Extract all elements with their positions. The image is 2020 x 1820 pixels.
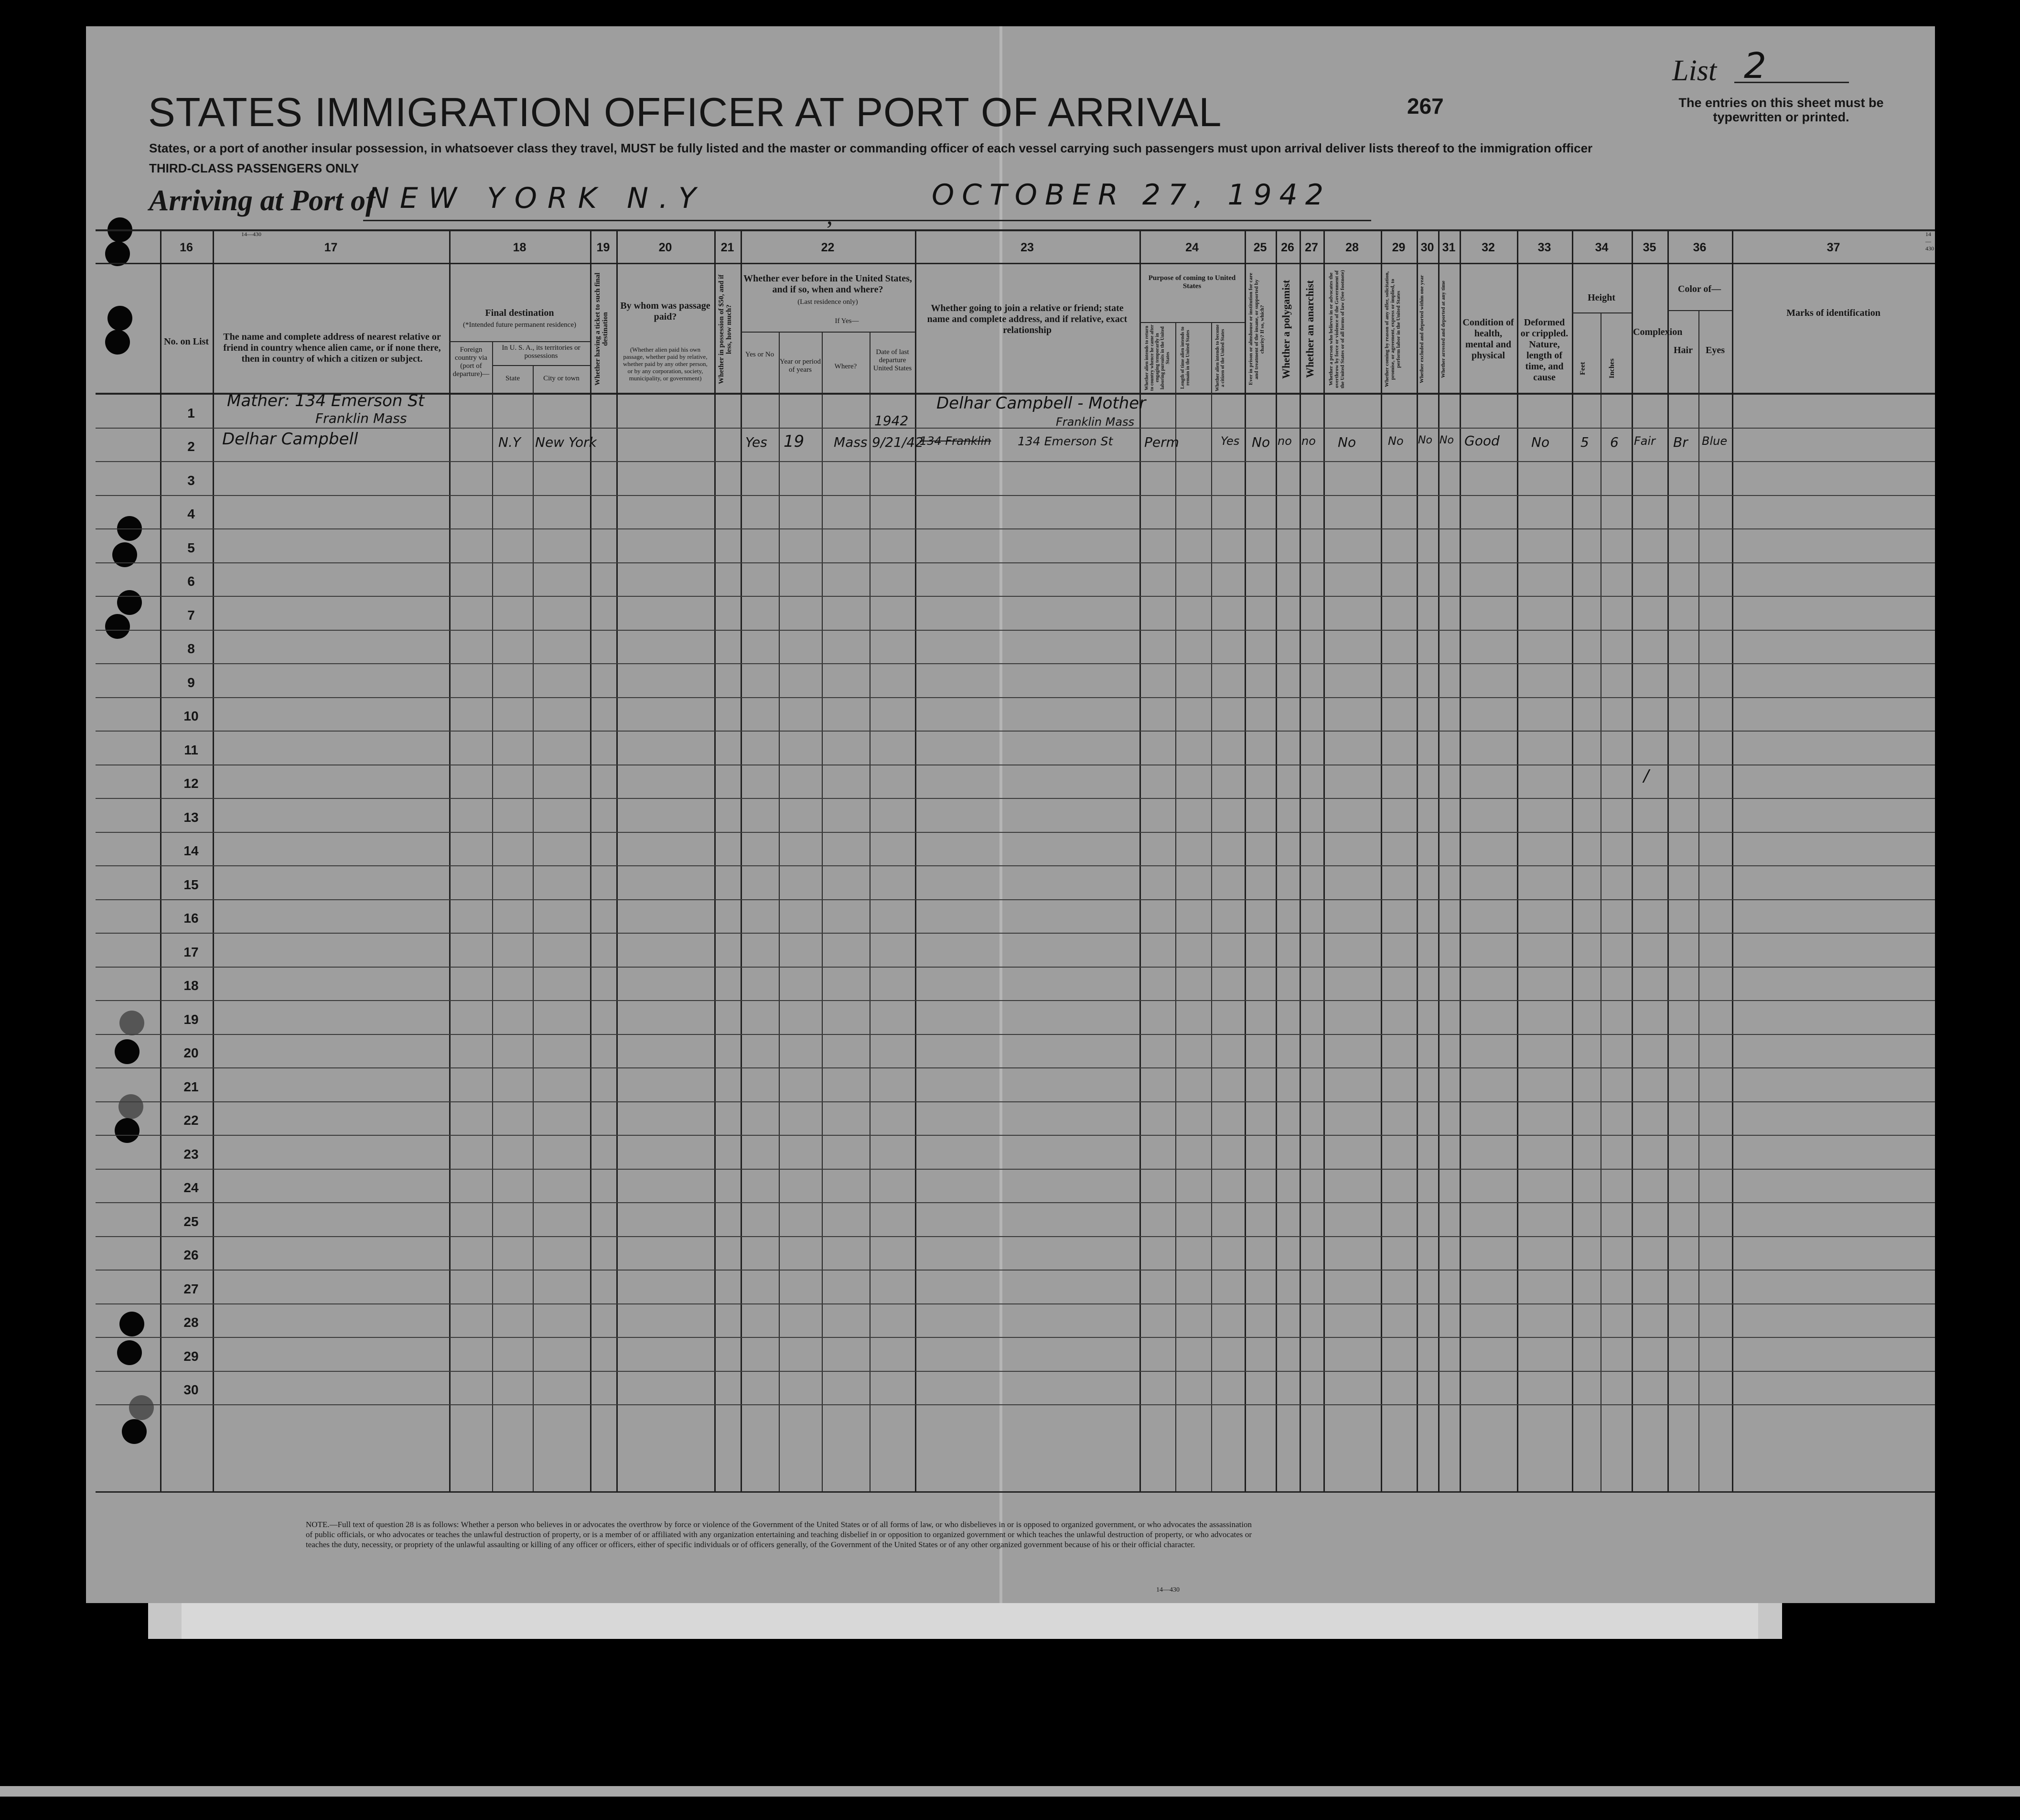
table-row-rule [96, 428, 1935, 429]
column-divider [1381, 231, 1382, 1491]
row-number: 10 [183, 709, 199, 723]
row-number: 2 [187, 439, 195, 454]
column-divider [533, 365, 534, 1491]
header-subrule [1667, 310, 1732, 311]
column-divider [1698, 310, 1699, 1491]
date-underline [870, 220, 1371, 221]
table-row-rule [96, 1169, 1935, 1170]
column-number: 35 [1643, 240, 1656, 254]
column-divider [1417, 231, 1418, 1491]
column-divider [1572, 231, 1573, 1491]
table-row-rule [96, 1404, 1935, 1405]
header-inches: Inches [1608, 358, 1616, 379]
table-row-rule [96, 1067, 1935, 1068]
header-state: State [505, 375, 520, 382]
arrival-port: NEW YORK N.Y [368, 182, 707, 215]
column-divider [160, 231, 161, 1491]
header-subrule [1572, 312, 1632, 313]
row-number: 22 [183, 1113, 199, 1128]
row-number: 17 [183, 945, 199, 959]
relative-name: Delhar Campbell [222, 430, 358, 449]
table-row-rule [96, 1270, 1935, 1271]
scan-edge-strip [0, 1786, 2020, 1797]
relative-address-line2: Franklin Mass [315, 410, 407, 426]
deformed-answer: No [1531, 434, 1550, 450]
column-number: 22 [821, 240, 835, 254]
column-number: 32 [1482, 240, 1495, 254]
column-divider [492, 341, 493, 1491]
header-final-destination: Final destination [485, 308, 554, 318]
column-number: 27 [1305, 240, 1318, 254]
column-number: 33 [1537, 240, 1551, 254]
row-number: 19 [183, 1012, 199, 1027]
column-number: 16 [180, 240, 193, 254]
column-divider [1460, 231, 1461, 1491]
table-row-rule [96, 832, 1935, 833]
header-fifty-dollars: Whether in possession of $50, and if less, how much? [718, 274, 733, 384]
anarchist-answer: no [1301, 434, 1316, 448]
period-years: 19 [784, 432, 805, 451]
header-passage-paid: By whom was passage paid? [620, 301, 710, 322]
table-row-rule [96, 731, 1935, 732]
row-number: 16 [183, 911, 199, 926]
column-number: 19 [596, 240, 610, 254]
table-row-rule [96, 1000, 1935, 1001]
header-where: Where? [834, 363, 857, 370]
row-number: 9 [187, 675, 195, 690]
purpose-permanent: Perm [1144, 434, 1179, 450]
join-relative-town: Franklin Mass [1056, 415, 1135, 429]
header-color: Color of— [1677, 284, 1721, 294]
header-purpose-return: Whether alien intends to return to country whence he came after engaging temporarily in laboring pursuits in the United States [1144, 324, 1171, 391]
header-subrule [492, 365, 590, 366]
row-number: 1 [187, 406, 195, 420]
column-number: 34 [1595, 240, 1609, 254]
top-form-code: 14—430 [241, 231, 261, 237]
table-row-rule [96, 1371, 1935, 1372]
table-row-rule [96, 461, 1935, 462]
list-underline [1734, 82, 1849, 83]
row-number: 27 [183, 1282, 199, 1296]
row-number: 21 [183, 1079, 199, 1094]
row-number: 12 [183, 776, 199, 791]
column-divider [822, 332, 823, 1491]
prison-answer: No [1252, 434, 1270, 450]
table-row-rule [96, 630, 1935, 631]
row-number: 25 [183, 1214, 199, 1229]
table-row-rule [96, 528, 1935, 529]
header-complexion: Complexion [1633, 327, 1683, 337]
header-passage-paid-note: (Whether alien paid his own passage, whether paid by relative, whether paid by any other person, or by any corporation, society, municipality, or government) [623, 346, 708, 382]
table-row-rule [96, 1236, 1935, 1237]
column-divider [1323, 231, 1325, 1491]
column-divider [1517, 231, 1518, 1491]
table-row-rule [96, 798, 1935, 799]
departure-year: 1942 [874, 413, 909, 429]
row-number: 18 [183, 978, 199, 993]
list-number: 2 [1744, 45, 1767, 86]
port-underline [363, 220, 927, 221]
column-divider [1300, 231, 1301, 1491]
height-feet: 5 [1580, 434, 1589, 450]
subtitle-class: THIRD-CLASS PASSENGERS ONLY [149, 161, 359, 175]
header-usa: In U. S. A., its territories or possessions [502, 344, 580, 360]
column-number: 25 [1253, 240, 1267, 254]
join-relative-address: 134 Emerson St [1018, 434, 1113, 448]
subtitle-instructions: States, or a port of another insular possession, in whatsoever class they travel, MUST be fully listed and the master or commanding officer of each vessel carrying such passengers must upon arrival deliver lists thereof to the immigration officer [149, 141, 1593, 155]
column-divider [1276, 231, 1277, 1491]
header-overthrow: Whether a person who believes in or advocates the overthrow by force or violence of the Government of the United States or of all forms of law (See footnote) [1328, 270, 1345, 388]
header-ticket: Whether having a ticket to such final destination [594, 272, 609, 386]
column-number: 29 [1392, 240, 1406, 254]
join-relative-struck: 134 Franklin [920, 434, 991, 448]
row-number: 29 [183, 1349, 199, 1364]
header-excluded: Whether excluded and deported within one year [1419, 275, 1425, 384]
header-deformed: Deformed or crippled. Nature, length of time, and cause [1520, 317, 1569, 383]
column-number: 24 [1185, 240, 1199, 254]
row-number: 3 [187, 473, 195, 488]
header-purpose-citizen: Whether alien intends to become a citizen of the United States [1215, 324, 1225, 391]
complexion-value: Fair [1634, 434, 1656, 448]
table-row-rule [96, 1337, 1935, 1338]
header-eyes: Eyes [1706, 345, 1725, 355]
header-marks: Marks of identification [1786, 308, 1880, 318]
table-row-rule [96, 495, 1935, 496]
table-row-rule [96, 1135, 1935, 1136]
table-row-rule [96, 1034, 1935, 1035]
health-condition: Good [1464, 433, 1500, 449]
header-feet: Feet [1579, 362, 1587, 376]
table-row-rule [96, 1202, 1935, 1203]
header-ever-before: Whether ever before in the United States, and if so, when and where? [743, 273, 912, 295]
row-number: 13 [183, 810, 199, 825]
column-divider [1667, 231, 1669, 1491]
join-relative-name: Delhar Campbell - Mother [936, 394, 1146, 413]
header-yes-no: Yes or No [745, 351, 774, 358]
column-number: 37 [1827, 240, 1840, 254]
arrival-comma: , [827, 203, 833, 230]
column-divider [1175, 322, 1176, 1491]
header-city: City or town [543, 375, 580, 382]
column-divider [1438, 231, 1440, 1491]
sheet-number: 267 [1407, 94, 1444, 118]
table-row-rule [96, 596, 1935, 597]
manifest-table [96, 229, 1935, 1493]
column-number: 17 [324, 240, 338, 254]
height-inches: 6 [1610, 434, 1619, 450]
manifest-sheet [86, 26, 1935, 1603]
row-number: 15 [183, 877, 199, 892]
row-number: 28 [183, 1315, 199, 1330]
column-number: 28 [1345, 240, 1359, 254]
last-residence: Mass [834, 434, 868, 450]
table-row-rule [96, 899, 1935, 900]
column-number: 23 [1021, 240, 1034, 254]
header-prison: Ever in prison or almshouse or institution for care and treatment of the insane, or supported by charity? If so, which? [1248, 273, 1265, 386]
header-polygamist: Whether a polygamist [1280, 280, 1292, 379]
top-right-form-code: 14—430 [1925, 231, 1934, 252]
row-number: 23 [183, 1147, 199, 1162]
column-number: 30 [1420, 240, 1434, 254]
row-number: 30 [183, 1382, 199, 1397]
header-final-destination-note: (*Intended future permanent residence) [463, 321, 576, 329]
page-title: STATES IMMIGRATION OFFICER AT PORT OF ARRIVAL [148, 90, 1222, 135]
column-divider [616, 231, 618, 1491]
row-number: 14 [183, 843, 199, 858]
column-divider [1211, 322, 1212, 1491]
column-divider [915, 231, 916, 1491]
row-number: 7 [187, 608, 195, 623]
row-number: 11 [184, 743, 198, 757]
row-number: 20 [183, 1045, 199, 1060]
table-row-rule [96, 933, 1935, 934]
row-number: 4 [187, 506, 195, 521]
column-divider [590, 231, 591, 1491]
row-number: 26 [183, 1248, 199, 1262]
table-row-rule [96, 967, 1935, 968]
column-divider [1632, 231, 1633, 1491]
column-number: 18 [513, 240, 526, 254]
header-health: Condition of health, mental and physical [1462, 317, 1514, 361]
table-row-rule [96, 1303, 1935, 1304]
table-row-rule [96, 697, 1935, 698]
list-label: List [1672, 54, 1717, 87]
ever-before-yes: Yes [745, 434, 767, 450]
column-divider [1732, 231, 1733, 1491]
overthrow-answer: No [1338, 434, 1356, 450]
header-arrested: Whether arrested and deported at any time [1440, 280, 1446, 378]
form-code: 14—430 [1156, 1586, 1180, 1594]
row-number: 5 [187, 540, 195, 555]
header-foreign-country: Foreign country via (port of departure)— [452, 346, 490, 378]
intends-citizen: Yes [1221, 434, 1240, 448]
column-number: 31 [1442, 240, 1456, 254]
arrival-date: OCTOBER 27, 1942 [932, 178, 1332, 212]
column-number: 36 [1693, 240, 1707, 254]
row-number: 24 [183, 1180, 199, 1195]
column-divider [741, 231, 742, 1491]
stray-mark: / [1644, 766, 1649, 786]
row-number: 8 [187, 641, 195, 656]
row-number: 6 [187, 574, 195, 589]
arrested-answer: No [1440, 434, 1454, 446]
column-number: 20 [658, 240, 672, 254]
eye-color: Blue [1702, 434, 1728, 448]
column-number: 21 [720, 240, 734, 254]
table-row-rule [96, 1101, 1935, 1102]
column-divider [1245, 231, 1246, 1491]
departure-date: 9/21/42 [872, 434, 924, 450]
table-row-rule [96, 865, 1935, 866]
header-join-relative: Whether going to join a relative or friend; state name and complete address, and if relative, exact relationship [927, 303, 1128, 335]
header-subrule [449, 341, 590, 342]
header-purpose: Purpose of coming to United States [1148, 274, 1236, 290]
destination-city: New York [535, 434, 597, 450]
arriving-label: Arriving at Port of [149, 184, 376, 217]
destination-state: N.Y [498, 434, 521, 450]
hair-color: Br [1673, 434, 1688, 450]
labor-answer: No [1388, 434, 1404, 448]
header-purpose-length: Length of time alien intends to remain in the United States [1180, 326, 1191, 389]
header-ever-before-note: (Last residence only) [797, 298, 858, 306]
column-divider [714, 231, 716, 1491]
table-row-rule [96, 663, 1935, 664]
header-list-number: No. on List [164, 336, 209, 347]
header-relative: The name and complete address of nearest relative or friend in country whence alien came, or if none there, then in country of which a citizen or subject. [223, 332, 441, 364]
header-departure-date: Date of last departure United States [873, 348, 912, 372]
polygamist-answer: no [1278, 434, 1292, 448]
header-height: Height [1588, 292, 1615, 303]
column-divider [449, 231, 451, 1491]
header-subrule [741, 332, 915, 333]
header-if-yes: If Yes— [835, 317, 859, 325]
header-labor: Whether coming by reason of any offer, solicitation, promise, or agreement, express or implied, to perform labor in the United States [1384, 271, 1401, 388]
table-row-rule [96, 562, 1935, 563]
header-years: Year or period of years [780, 358, 821, 374]
excluded-answer: No [1418, 434, 1432, 446]
column-divider [779, 332, 780, 1491]
header-anarchist: Whether an anarchist [1304, 280, 1316, 378]
header-hair: Hair [1674, 345, 1693, 355]
list-number-block [1672, 45, 1767, 88]
relative-address-line1: Mather: 134 Emerson St [227, 391, 425, 410]
typewritten-note: The entries on this sheet must be typewritten or printed. [1678, 96, 1884, 124]
column-number: 26 [1281, 240, 1294, 254]
column-divider [1139, 231, 1141, 1491]
header-subrule [1139, 322, 1245, 323]
footnote: NOTE.—Full text of question 28 is as follows: Whether a person who believes in or advocates the overthrow by force or violence of the Government of the United States or of all forms of law, or who disbelieves in or is opposed to organized government, or who advocates the assassination of public officials, or who advocates or teaches the unlawful destruction of property, or is a member of or affiliated with any organization entertaining and teaching disbelief in or opposition to organized government or which teaches the unlawful destruction of property, or who advocates or teaches the duty, necessity, or propriety of the unlawful assaulting or killing of any officer or officers, either of specific individuals or of officers generally, of the Government of the United States or of any other organized government because of his or their official character. [306, 1520, 1252, 1549]
